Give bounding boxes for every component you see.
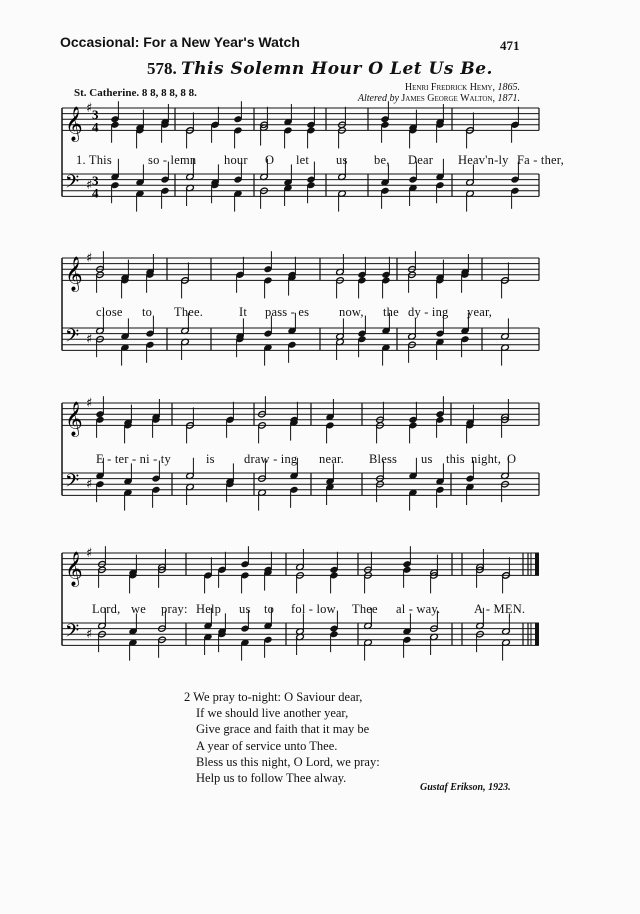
- lyric-syllable: 1. This: [76, 153, 112, 167]
- treble-clef: 𝄞: [65, 401, 83, 437]
- alteration-year: 1871.: [497, 93, 520, 104]
- time-signature: 4: [92, 185, 99, 201]
- final-barline: [535, 553, 539, 575]
- alteration-prefix: Altered by: [357, 93, 399, 104]
- lyric-syllable: al - way.: [396, 602, 441, 616]
- lyric-syllable: the: [383, 305, 399, 319]
- bass-clef: 𝄢: [65, 171, 80, 197]
- bass-clef: 𝄢: [65, 470, 80, 496]
- lyric-syllable: year,: [467, 305, 493, 319]
- tune-name: St. Catherine.: [74, 87, 140, 99]
- page-number: 471: [500, 38, 520, 53]
- lyric-syllable: Fa - ther,: [517, 153, 564, 167]
- key-signature-sharp: ♯: [86, 332, 93, 348]
- verse-line: If we should live another year,: [196, 706, 349, 721]
- time-signature: 4: [92, 119, 99, 135]
- lyric-syllable: Thee.: [174, 305, 204, 319]
- lyric-syllable: pass - es: [265, 305, 310, 319]
- lyric-syllable: O: [265, 153, 275, 167]
- key-signature-sharp: ♯: [86, 627, 93, 643]
- lyric-syllable: A - MEN.: [474, 602, 526, 616]
- lyric-syllable: to: [142, 305, 153, 319]
- lyric-syllable: is: [206, 452, 215, 466]
- section-heading: Occasional: For a New Year's Watch: [60, 34, 300, 50]
- treble-clef: 𝄞: [65, 551, 83, 587]
- key-signature-sharp: ♯: [86, 251, 93, 266]
- lyric-syllable: Help: [196, 602, 222, 616]
- lyric-syllable: to: [264, 602, 275, 616]
- lyric-syllable: Thee: [352, 602, 378, 616]
- lyric-syllable: us: [336, 153, 348, 167]
- lyric-syllable: us: [421, 452, 433, 466]
- verse-line: Give grace and faith that it may be: [196, 722, 370, 737]
- translation-credit: Gustaf Erikson, 1923.: [420, 782, 511, 793]
- composer-year: 1865.: [497, 82, 520, 93]
- lyric-syllable: draw - ing: [244, 452, 298, 466]
- lyric-syllable: Dear: [408, 153, 434, 167]
- hymn-title: This Solemn Hour O Let Us Be.: [181, 59, 493, 79]
- verse-line: Bless us this night, O Lord, we pray:: [196, 754, 380, 769]
- lyric-syllable: be,: [374, 153, 390, 167]
- alteration-name: James George Walton,: [401, 93, 495, 104]
- verse-2: [184, 689, 380, 786]
- lyric-syllable: dy - ing: [408, 305, 449, 319]
- lyric-syllable: It: [239, 305, 248, 319]
- lyric-syllable: us: [239, 602, 251, 616]
- verse-line: Help us to follow Thee alway.: [196, 771, 347, 786]
- key-signature-sharp: ♯: [86, 178, 93, 194]
- lyric-syllable: Heav'n-ly: [458, 153, 509, 167]
- lyric-syllable: let: [296, 153, 310, 167]
- tune-meter: 8 8, 8 8, 8 8.: [141, 87, 197, 99]
- key-signature-sharp: ♯: [86, 396, 93, 411]
- composer-name: Henri Fredrick Hemy,: [404, 82, 495, 93]
- key-signature-sharp: ♯: [86, 546, 93, 561]
- lyric-syllable: night,: [471, 452, 502, 466]
- hymn-number: 578.: [147, 59, 177, 78]
- bass-clef: 𝄢: [65, 325, 80, 351]
- lyric-syllable: now,: [339, 305, 364, 319]
- lyric-syllable: we: [131, 602, 146, 616]
- lyric-syllable: close: [96, 305, 123, 319]
- treble-clef: 𝄞: [65, 256, 83, 292]
- lyric-syllable: O: [507, 452, 517, 466]
- lyric-syllable: this: [446, 452, 465, 466]
- time-signature: 3: [92, 107, 99, 123]
- lyric-syllable: Lord,: [92, 602, 121, 616]
- lyric-syllable: E - ter - ni - ty: [96, 452, 171, 466]
- bass-clef: 𝄢: [65, 620, 80, 646]
- key-signature-sharp: ♯: [86, 101, 93, 116]
- time-signature: 3: [92, 173, 99, 189]
- verse-line: A year of service unto Thee.: [196, 738, 338, 753]
- lyric-syllable: so - lemn: [148, 153, 197, 167]
- final-barline: [535, 623, 539, 645]
- verse-line: 2 We pray to-night: O Saviour dear,: [184, 690, 363, 704]
- lyric-syllable: hour: [224, 153, 248, 167]
- lyric-syllable: pray:: [161, 602, 188, 616]
- lyric-syllable: Bless: [369, 452, 398, 466]
- lyric-syllable: fol - low: [291, 602, 336, 616]
- lyric-syllable: near.: [319, 452, 344, 466]
- treble-clef: 𝄞: [65, 106, 83, 142]
- key-signature-sharp: ♯: [86, 477, 93, 493]
